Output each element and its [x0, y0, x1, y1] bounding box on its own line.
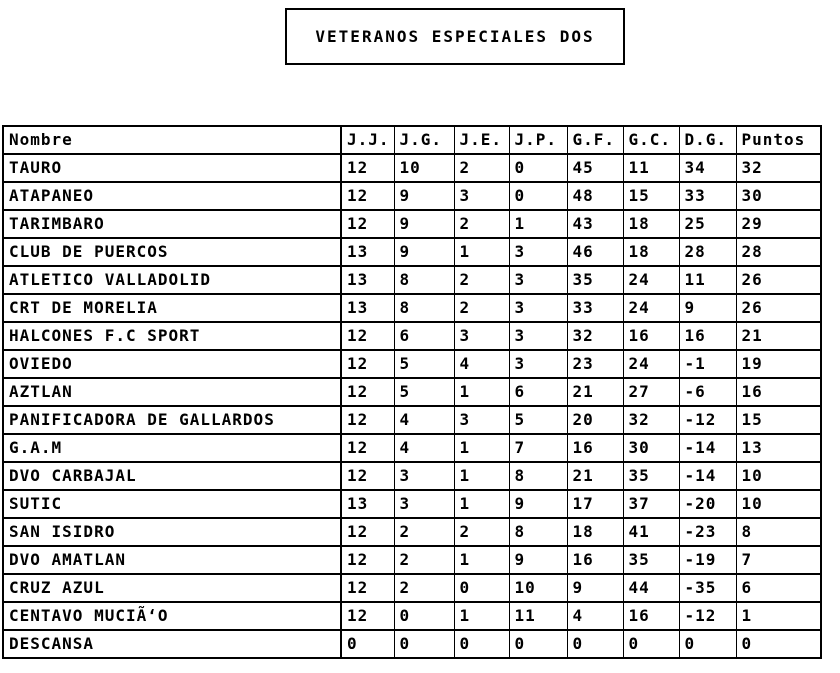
stat-cell-jj: 12 [341, 378, 394, 406]
stat-cell-puntos: 19 [736, 350, 821, 378]
stat-cell-jg: 5 [394, 378, 454, 406]
stat-cell-dg: -12 [679, 406, 736, 434]
stat-cell-jg: 2 [394, 518, 454, 546]
stat-cell-puntos: 26 [736, 266, 821, 294]
stat-cell-gc: 24 [623, 294, 679, 322]
stat-cell-puntos: 7 [736, 546, 821, 574]
team-name-cell: DVO AMATLAN [3, 546, 341, 574]
stat-cell-jg: 5 [394, 350, 454, 378]
stat-cell-jg: 8 [394, 266, 454, 294]
stat-cell-je: 1 [454, 462, 509, 490]
stat-cell-jp: 9 [509, 546, 567, 574]
team-name-cell: AZTLAN [3, 378, 341, 406]
stat-cell-jj: 13 [341, 490, 394, 518]
stat-cell-gf: 35 [567, 266, 623, 294]
stat-cell-dg: 16 [679, 322, 736, 350]
stat-cell-jp: 1 [509, 210, 567, 238]
team-name-cell: HALCONES F.C SPORT [3, 322, 341, 350]
stat-cell-gf: 46 [567, 238, 623, 266]
stat-cell-jp: 3 [509, 322, 567, 350]
header-je: J.E. [454, 126, 509, 154]
header-jp: J.P. [509, 126, 567, 154]
stat-cell-puntos: 1 [736, 602, 821, 630]
stat-cell-jp: 9 [509, 490, 567, 518]
stat-cell-gc: 18 [623, 210, 679, 238]
stat-cell-dg: 33 [679, 182, 736, 210]
stat-cell-jj: 12 [341, 406, 394, 434]
stat-cell-dg: 11 [679, 266, 736, 294]
stat-cell-gf: 9 [567, 574, 623, 602]
stat-cell-je: 2 [454, 266, 509, 294]
stat-cell-gc: 37 [623, 490, 679, 518]
stat-cell-dg: -23 [679, 518, 736, 546]
table-row [3, 462, 821, 490]
stat-cell-gc: 30 [623, 434, 679, 462]
stat-cell-jg: 0 [394, 602, 454, 630]
stat-cell-je: 3 [454, 322, 509, 350]
stat-cell-gf: 43 [567, 210, 623, 238]
header-nombre: Nombre [3, 126, 341, 154]
stat-cell-gf: 20 [567, 406, 623, 434]
team-name-cell: DESCANSA [3, 630, 341, 658]
stat-cell-puntos: 6 [736, 574, 821, 602]
stat-cell-dg: -1 [679, 350, 736, 378]
stat-cell-je: 2 [454, 294, 509, 322]
team-name-cell: TAURO [3, 154, 341, 182]
table-row [3, 266, 821, 294]
stat-cell-jj: 12 [341, 154, 394, 182]
team-name-cell: ATAPANEO [3, 182, 341, 210]
stat-cell-gc: 41 [623, 518, 679, 546]
stat-cell-jj: 12 [341, 574, 394, 602]
stat-cell-jp: 5 [509, 406, 567, 434]
stat-cell-jg: 4 [394, 434, 454, 462]
stat-cell-gc: 16 [623, 602, 679, 630]
stat-cell-jp: 3 [509, 294, 567, 322]
stat-cell-gc: 11 [623, 154, 679, 182]
stat-cell-gc: 35 [623, 462, 679, 490]
stat-cell-jj: 12 [341, 350, 394, 378]
stat-cell-jg: 6 [394, 322, 454, 350]
stat-cell-puntos: 30 [736, 182, 821, 210]
stat-cell-dg: 25 [679, 210, 736, 238]
stat-cell-puntos: 8 [736, 518, 821, 546]
header-jj: J.J. [341, 126, 394, 154]
stat-cell-gf: 48 [567, 182, 623, 210]
team-name-cell: CRUZ AZUL [3, 574, 341, 602]
stat-cell-gc: 18 [623, 238, 679, 266]
table-row [3, 378, 821, 406]
stat-cell-jg: 2 [394, 574, 454, 602]
stat-cell-jj: 13 [341, 294, 394, 322]
stat-cell-jj: 12 [341, 210, 394, 238]
stat-cell-dg: 9 [679, 294, 736, 322]
stat-cell-jg: 9 [394, 238, 454, 266]
stat-cell-puntos: 28 [736, 238, 821, 266]
stat-cell-gf: 21 [567, 462, 623, 490]
stat-cell-je: 3 [454, 182, 509, 210]
stat-cell-jg: 8 [394, 294, 454, 322]
stat-cell-puntos: 15 [736, 406, 821, 434]
stat-cell-gc: 24 [623, 350, 679, 378]
table-row [3, 294, 821, 322]
stat-cell-je: 2 [454, 518, 509, 546]
stat-cell-puntos: 10 [736, 490, 821, 518]
stat-cell-dg: -12 [679, 602, 736, 630]
stat-cell-jp: 8 [509, 462, 567, 490]
table-row [3, 210, 821, 238]
stat-cell-gf: 21 [567, 378, 623, 406]
table-row [3, 518, 821, 546]
stat-cell-jg: 3 [394, 490, 454, 518]
stat-cell-jp: 0 [509, 182, 567, 210]
table-row [3, 546, 821, 574]
table-row [3, 630, 821, 658]
team-name-cell: CENTAVO MUCIÃ‘O [3, 602, 341, 630]
team-name-cell: DVO CARBAJAL [3, 462, 341, 490]
stat-cell-jj: 0 [341, 630, 394, 658]
stat-cell-dg: 0 [679, 630, 736, 658]
stat-cell-jp: 8 [509, 518, 567, 546]
stat-cell-je: 1 [454, 546, 509, 574]
standings-body [3, 154, 821, 658]
stat-cell-puntos: 21 [736, 322, 821, 350]
stat-cell-je: 3 [454, 406, 509, 434]
stat-cell-dg: -35 [679, 574, 736, 602]
stat-cell-gf: 33 [567, 294, 623, 322]
stat-cell-jg: 4 [394, 406, 454, 434]
stat-cell-jp: 11 [509, 602, 567, 630]
stat-cell-puntos: 26 [736, 294, 821, 322]
stat-cell-gc: 32 [623, 406, 679, 434]
stat-cell-gf: 0 [567, 630, 623, 658]
stat-cell-je: 0 [454, 574, 509, 602]
team-name-cell: CRT DE MORELIA [3, 294, 341, 322]
stat-cell-jj: 13 [341, 238, 394, 266]
table-row [3, 574, 821, 602]
stat-cell-jj: 13 [341, 266, 394, 294]
team-name-cell: SAN ISIDRO [3, 518, 341, 546]
table-row [3, 238, 821, 266]
team-name-cell: TARIMBARO [3, 210, 341, 238]
stat-cell-jj: 12 [341, 462, 394, 490]
stat-cell-jg: 9 [394, 182, 454, 210]
stat-cell-jg: 0 [394, 630, 454, 658]
table-row [3, 322, 821, 350]
stat-cell-gf: 16 [567, 546, 623, 574]
stat-cell-jp: 0 [509, 154, 567, 182]
stat-cell-puntos: 13 [736, 434, 821, 462]
table-row [3, 434, 821, 462]
table-row [3, 350, 821, 378]
stat-cell-jp: 7 [509, 434, 567, 462]
stat-cell-jp: 6 [509, 378, 567, 406]
stat-cell-gf: 18 [567, 518, 623, 546]
stat-cell-dg: -6 [679, 378, 736, 406]
header-row [3, 126, 821, 154]
stat-cell-puntos: 32 [736, 154, 821, 182]
stat-cell-gf: 4 [567, 602, 623, 630]
team-name-cell: PANIFICADORA DE GALLARDOS [3, 406, 341, 434]
header-puntos: Puntos [736, 126, 821, 154]
stat-cell-je: 1 [454, 378, 509, 406]
stat-cell-jp: 3 [509, 350, 567, 378]
stat-cell-gc: 15 [623, 182, 679, 210]
stat-cell-dg: -20 [679, 490, 736, 518]
header-jg: J.G. [394, 126, 454, 154]
team-name-cell: G.A.M [3, 434, 341, 462]
header-gc: G.C. [623, 126, 679, 154]
stat-cell-dg: -14 [679, 434, 736, 462]
stat-cell-jj: 12 [341, 602, 394, 630]
table-row [3, 490, 821, 518]
stat-cell-gc: 44 [623, 574, 679, 602]
stat-cell-jj: 12 [341, 434, 394, 462]
stat-cell-gf: 45 [567, 154, 623, 182]
stat-cell-jg: 10 [394, 154, 454, 182]
stat-cell-jg: 2 [394, 546, 454, 574]
header-dg: D.G. [679, 126, 736, 154]
stat-cell-gf: 32 [567, 322, 623, 350]
stat-cell-gf: 17 [567, 490, 623, 518]
stat-cell-jj: 12 [341, 322, 394, 350]
stat-cell-jg: 3 [394, 462, 454, 490]
stat-cell-jj: 12 [341, 182, 394, 210]
stat-cell-je: 1 [454, 602, 509, 630]
stat-cell-gc: 35 [623, 546, 679, 574]
stat-cell-je: 1 [454, 238, 509, 266]
stat-cell-puntos: 16 [736, 378, 821, 406]
stat-cell-jp: 0 [509, 630, 567, 658]
stat-cell-jj: 12 [341, 518, 394, 546]
header-gf: G.F. [567, 126, 623, 154]
stat-cell-gf: 23 [567, 350, 623, 378]
stat-cell-puntos: 10 [736, 462, 821, 490]
stat-cell-jp: 10 [509, 574, 567, 602]
league-title-box [285, 8, 625, 65]
team-name-cell: CLUB DE PUERCOS [3, 238, 341, 266]
stat-cell-jj: 12 [341, 546, 394, 574]
stat-cell-dg: 34 [679, 154, 736, 182]
stat-cell-je: 1 [454, 434, 509, 462]
stat-cell-dg: 28 [679, 238, 736, 266]
team-name-cell: OVIEDO [3, 350, 341, 378]
stat-cell-gc: 24 [623, 266, 679, 294]
stat-cell-dg: -14 [679, 462, 736, 490]
table-row [3, 602, 821, 630]
stat-cell-jp: 3 [509, 266, 567, 294]
table-row [3, 154, 821, 182]
stat-cell-puntos: 29 [736, 210, 821, 238]
stat-cell-gc: 0 [623, 630, 679, 658]
stat-cell-gc: 16 [623, 322, 679, 350]
league-title: VETERANOS ESPECIALES DOS [315, 27, 595, 46]
stat-cell-je: 2 [454, 210, 509, 238]
stat-cell-dg: -19 [679, 546, 736, 574]
stat-cell-je: 4 [454, 350, 509, 378]
team-name-cell: ATLETICO VALLADOLID [3, 266, 341, 294]
stat-cell-puntos: 0 [736, 630, 821, 658]
stat-cell-je: 2 [454, 154, 509, 182]
standings-table [2, 125, 822, 659]
table-row [3, 406, 821, 434]
stat-cell-gf: 16 [567, 434, 623, 462]
stat-cell-jp: 3 [509, 238, 567, 266]
table-row [3, 182, 821, 210]
stat-cell-gc: 27 [623, 378, 679, 406]
team-name-cell: SUTIC [3, 490, 341, 518]
stat-cell-je: 1 [454, 490, 509, 518]
stat-cell-jg: 9 [394, 210, 454, 238]
stat-cell-je: 0 [454, 630, 509, 658]
